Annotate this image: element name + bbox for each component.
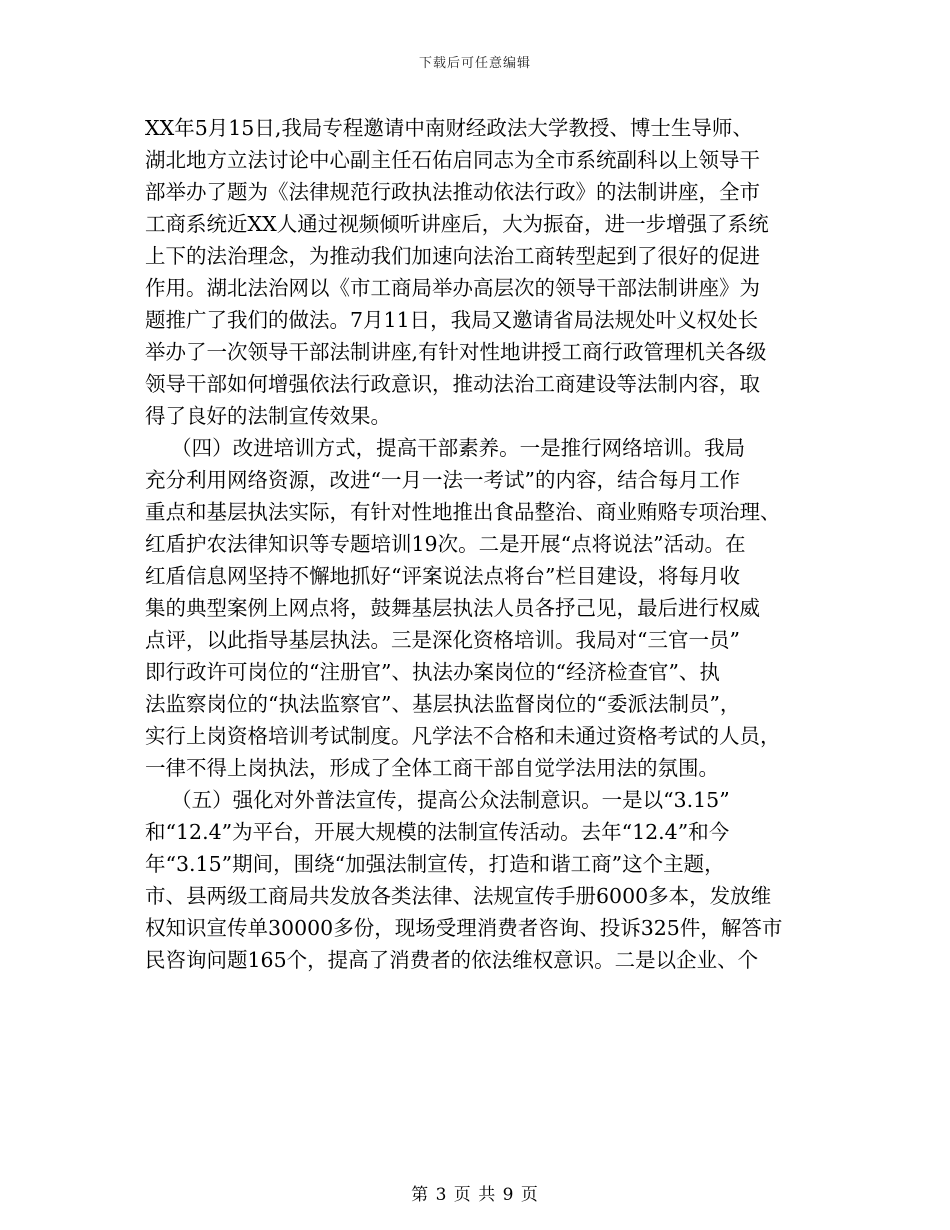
text-line: 权知识宣传单30000多份，现场受理消费者咨询、投诉325件，解答市	[145, 916, 783, 940]
text-line: XX年5月15日,我局专程邀请中南财经政法大学教授、博士生导师、	[145, 116, 753, 140]
text-line: 实行上岗资格培训考试制度。凡学法不合格和未通过资格考试的人员，	[145, 724, 781, 748]
text-line: 集的典型案例上网点将，鼓舞基层执法人员各抒己见，最后进行权威	[145, 596, 760, 620]
text-line: 点评，以此指导基层执法。三是深化资格培训。我局对“三官一员”	[145, 628, 740, 652]
text-line: 工商系统近XX人通过视频倾听讲座后，大为振奋，进一步增强了系统	[145, 212, 769, 236]
text-line: 市、县两级工商局共发放各类法律、法规宣传手册6000多本，发放维	[145, 884, 772, 908]
text-line: 法监察岗位的“执法监察官”、基层执法监督岗位的“委派法制员”，	[145, 692, 741, 716]
text-line: 年“3.15”期间，围绕“加强法制宣传，打造和谐工商”这个主题，	[145, 852, 725, 876]
text-line: 得了良好的法制宣传效果。	[145, 404, 391, 428]
text-line: 红盾信息网坚持不懈地抓好“评案说法点将台”栏目建设，将每月收	[145, 564, 740, 588]
text-line: （五）强化对外普法宣传，提高公众法制意识。一是以“3.15”	[145, 788, 730, 812]
text-line: 红盾护农法律知识等专题培训19次。二是开展“点将说法”活动。在	[145, 532, 746, 556]
page-footer: 第 3 页 共 9 页	[411, 1185, 539, 1205]
page-header: 下载后可任意编辑	[418, 56, 531, 71]
text-line: 一律不得上岗执法，形成了全体工商干部自觉学法用法的氛围。	[145, 756, 719, 780]
text-line: 上下的法治理念，为推动我们加速向法治工商转型起到了很好的促进	[145, 244, 760, 268]
text-line: 作用。湖北法治网以《市工商局举办高层次的领导干部法制讲座》为	[145, 276, 760, 300]
text-line: 重点和基层执法实际，有针对性地推出食品整治、商业贿赂专项治理、	[145, 500, 781, 524]
text-line: 湖北地方立法讨论中心副主任石佑启同志为全市系统副科以上领导干	[145, 148, 760, 172]
text-line: 部举办了题为《法律规范行政执法推动依法行政》的法制讲座，全市	[145, 180, 760, 204]
text-line: 领导干部如何增强依法行政意识，推动法治工商建设等法制内容，取	[145, 372, 760, 396]
text-line: 题推广了我们的做法。7月11日，我局又邀请省局法规处叶义权处长	[145, 308, 759, 332]
text-line: 和“12.4”为平台，开展大规模的法制宣传活动。去年“12.4”和今	[145, 820, 730, 844]
text-line: 即行政许可岗位的“注册官”、执法办案岗位的“经济检查官”、执	[145, 660, 720, 684]
text-line: （四）改进培训方式，提高干部素养。一是推行网络培训。我局	[145, 436, 746, 460]
text-line: 举办了一次领导干部法制讲座,有针对性地讲授工商行政管理机关各级	[145, 340, 767, 364]
text-line: 充分利用网络资源，改进“一月一法一考试”的内容，结合每月工作	[145, 468, 740, 492]
text-line: 民咨询问题165个，提高了消费者的依法维权意识。二是以企业、个	[145, 948, 759, 972]
document-body	[145, 112, 805, 976]
